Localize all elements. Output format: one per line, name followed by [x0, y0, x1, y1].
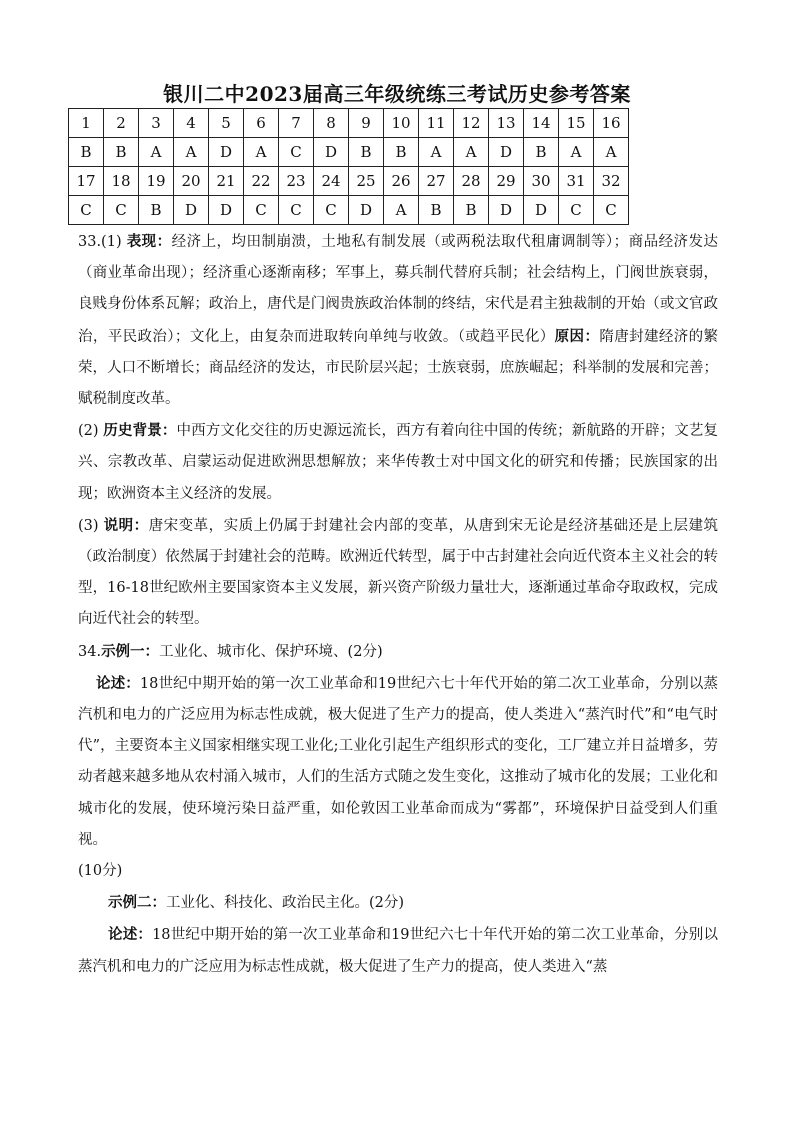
answer-cell: D	[524, 196, 559, 225]
question-number-cell: 19	[139, 167, 174, 196]
page-title: 银川二中2023届高三年级统练三考试历史参考答案	[163, 82, 631, 106]
q34-example1	[78, 636, 718, 668]
question-number-cell: 30	[524, 167, 559, 196]
q33-text-shuoming: 唐宋变革，实质上仍属于封建社会内部的变革，从唐到宋无论是经济基础还是上层建筑（政治制度）依然属于封建社会的范畴。欧洲近代转型，属于中古封建社会向近代资本主义社会的转型，16-18世纪欧州主要国家资本主义发展，新兴资产阶级力量壮大，逐渐通过革命夺取政权，完成向近代社会的转型。	[78, 517, 719, 628]
question-number-cell: 20	[174, 167, 209, 196]
question-number-cell: 14	[524, 109, 559, 138]
question-number-cell: 26	[384, 167, 419, 196]
question-number-cell: 7	[279, 109, 314, 138]
answer-cell: D	[349, 196, 384, 225]
answer-cell: D	[209, 196, 244, 225]
question-number-cell: 31	[559, 167, 594, 196]
answer-content	[78, 226, 718, 983]
question-number-cell: 24	[314, 167, 349, 196]
answer-cell: A	[559, 138, 594, 167]
q33-part3-number: (3)	[78, 517, 104, 534]
question-number-cell: 8	[314, 109, 349, 138]
q34-label-lunshu2: 论述：	[108, 926, 153, 944]
question-number-cell: 10	[384, 109, 419, 138]
q34-text-example2: 工业化、科技化、政治民主化。(2分)	[166, 895, 405, 912]
answer-cell: B	[139, 196, 174, 225]
question-number-cell: 27	[419, 167, 454, 196]
question-number-cell: 18	[104, 167, 139, 196]
q33-label-biaoxian: 表现：	[126, 233, 172, 250]
answer-cell: A	[174, 138, 209, 167]
question-number-cell: 11	[419, 109, 454, 138]
q34-label-lunshu1: 论述：	[96, 674, 140, 692]
q34-discussion2	[78, 919, 718, 982]
q34-label-example2: 示例二：	[108, 894, 166, 912]
question-number-cell: 5	[209, 109, 244, 138]
answer-cell: A	[244, 138, 279, 167]
answer-cell: A	[454, 138, 489, 167]
answer-cell: B	[104, 138, 139, 167]
answer-cell: B	[69, 138, 104, 167]
q34-text-lunshu1: 18世纪中期开始的第一次工业革命和19世纪六七十年代开始的第二次工业革命，分别以蒸汽机和电力的广泛应用为标志性成就，极大促进了生产力的提高，使人类进入“蒸汽时代”和“电气时代”，主要资本主义国家相继实现工业化;工业化引起生产组织形式的变化，工厂建立并日益增多，劳动者越来越多地从农村涌入城市，人们的生活方式随之发生变化，这推动了城市化的发展；工业化和城市化的发展，使环境污染日益严重，如伦敦因工业革命而成为“雾都”，环境保护日益受到人们重视。	[78, 675, 718, 848]
q33-text-yuanyin: 隋唐封建经济的繁荣，人口不断增长；商品经济的发达，市民阶层兴起；士族衰弱，庶族崛起；科举制的发展和完善；赋税制度改革。	[78, 328, 719, 408]
answer-row	[69, 196, 629, 225]
answer-cell: A	[419, 138, 454, 167]
q33-text-biaoxian: 经济上，均田制崩溃，土地私有制发展（或两税法取代租庸调制等）；商品经济发达（商业革命出现）；经济重心逐渐南移；军事上，募兵制代替府兵制；社会结构上，门阀世族衰弱，良贱身份体系瓦解；政治上，唐代是门阀贵族政治体制的终结，宋代是君主独裁制的开始（或文官政治，平民政治）；文化上，由复杂而进取转向单纯与收敛。（或趋平民化）	[78, 234, 718, 345]
answer-cell: C	[104, 196, 139, 225]
question-number-cell: 13	[489, 109, 524, 138]
question-number-cell: 16	[594, 109, 629, 138]
q33-part3	[78, 510, 718, 636]
q34-example2	[78, 887, 718, 919]
q34-score: (10分)	[78, 863, 123, 880]
question-number-cell: 21	[209, 167, 244, 196]
question-number-cell: 23	[279, 167, 314, 196]
answer-table	[68, 108, 629, 225]
answer-cell: B	[454, 196, 489, 225]
answer-cell: D	[489, 138, 524, 167]
answer-cell: C	[594, 196, 629, 225]
question-number-cell: 4	[174, 109, 209, 138]
q34-text-example1: 工业化、城市化、保护环境、(2分)	[159, 643, 383, 660]
question-number-cell: 2	[104, 109, 139, 138]
answer-cell: C	[314, 196, 349, 225]
answer-cell: B	[419, 196, 454, 225]
q33-label-yuanyin: 原因：	[554, 327, 600, 345]
question-number-cell: 29	[489, 167, 524, 196]
q34-discussion1	[78, 668, 718, 856]
question-number-cell: 3	[139, 109, 174, 138]
q33-label-beijing: 历史背景：	[103, 422, 177, 440]
question-number-cell: 25	[349, 167, 384, 196]
q33-part1	[78, 226, 718, 415]
answer-row	[69, 138, 629, 167]
question-number-cell: 22	[244, 167, 279, 196]
answer-cell: C	[279, 196, 314, 225]
q34-text-lunshu2: 18世纪中期开始的第一次工业革命和19世纪六七十年代开始的第二次工业革命，分别以蒸汽机和电力的广泛应用为标志性成就，极大促进了生产力的提高，使人类进入“蒸	[78, 927, 719, 975]
answer-cell: A	[594, 138, 629, 167]
question-number-cell: 6	[244, 109, 279, 138]
q33-number: 33.(1)	[78, 234, 127, 250]
question-number-row	[69, 109, 629, 138]
q34-label-example1: 示例一：	[101, 642, 160, 660]
answer-cell: C	[559, 196, 594, 225]
answer-cell: D	[489, 196, 524, 225]
q33-label-shuoming: 说明：	[103, 516, 149, 534]
q34-number: 34.	[78, 643, 102, 660]
answer-cell: C	[244, 196, 279, 225]
question-number-cell: 28	[454, 167, 489, 196]
answer-cell: A	[384, 196, 419, 225]
question-number-cell: 12	[454, 109, 489, 138]
answer-cell: B	[349, 138, 384, 167]
question-number-cell: 1	[69, 109, 104, 138]
q33-part2-number: (2)	[78, 423, 104, 440]
answer-cell: B	[524, 138, 559, 167]
answer-cell: B	[384, 138, 419, 167]
question-number-cell: 15	[559, 109, 594, 138]
q33-text-beijing: 中西方文化交往的历史源远流长，西方有着向往中国的传统；新航路的开辟；文艺复兴、宗教改革、启蒙运动促进欧洲思想解放；来华传教士对中国文化的研究和传播；民族国家的出现；欧洲资本主义经济的发展。	[78, 423, 719, 502]
question-number-cell: 17	[69, 167, 104, 196]
answer-cell: D	[209, 138, 244, 167]
answer-cell: C	[279, 138, 314, 167]
answer-cell: D	[314, 138, 349, 167]
answer-cell: D	[174, 196, 209, 225]
question-number-cell: 9	[349, 109, 384, 138]
q33-part2	[78, 415, 718, 510]
answer-cell: A	[139, 138, 174, 167]
answer-cell: C	[69, 196, 104, 225]
question-number-cell: 32	[594, 167, 629, 196]
question-number-row	[69, 167, 629, 196]
